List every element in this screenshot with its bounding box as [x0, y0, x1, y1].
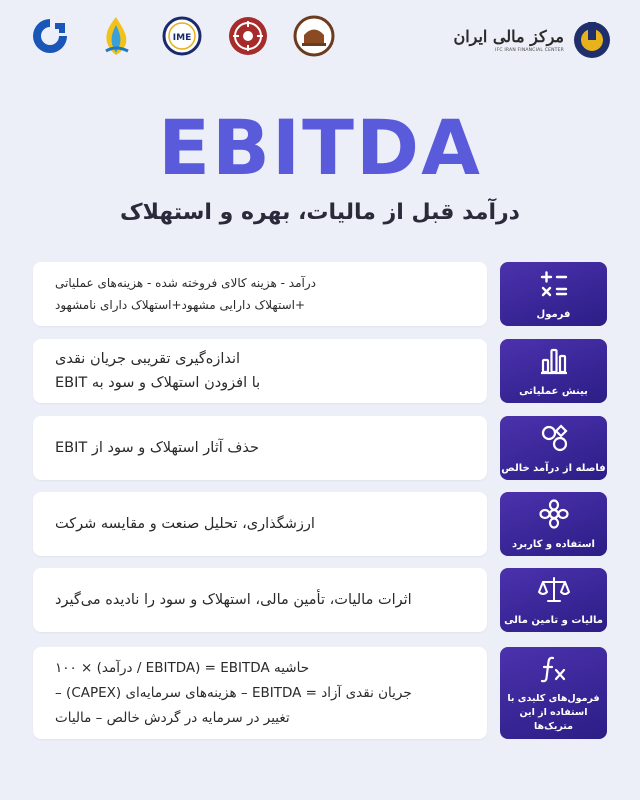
- info-card: [33, 339, 487, 403]
- bar-chart-icon: [537, 344, 571, 378]
- info-line: +استهلاک دارایی مشهود+استهلاک دارای نامشهود: [55, 298, 306, 312]
- tile-label: فاصله از درآمد خالص: [501, 462, 606, 474]
- info-row-net-income-gap: [33, 416, 607, 480]
- info-line: جریان نقدی آزاد = EBITDA – هزینه‌های سرمایه‌ای (CAPEX) –: [55, 684, 412, 701]
- category-tile-usage: [500, 492, 607, 556]
- tile-label: بینش عملیاتی: [519, 385, 588, 397]
- info-row-formula: [33, 262, 607, 326]
- info-row-key-formulas: [33, 647, 607, 739]
- calculator-icon: [537, 267, 571, 301]
- info-card: [33, 647, 487, 739]
- info-row-tax-financing: [33, 568, 607, 632]
- info-line: اندازه‌گیری تقریبی جریان نقدی: [55, 351, 241, 367]
- tile-label: استفاده و کاربرد: [512, 538, 595, 550]
- brand-logo: [453, 20, 612, 60]
- info-line: حاشیه EBITDA = (EBITDA / درآمد) × ۱۰۰: [55, 659, 310, 676]
- shapes-icon: [537, 421, 571, 455]
- info-card: [33, 492, 487, 556]
- info-row-operational-insight: [33, 339, 607, 403]
- hero-title: EBITDA: [158, 103, 482, 192]
- category-tile-net-income-gap: [500, 416, 607, 480]
- info-card: [33, 262, 487, 326]
- info-line: تغییر در سرمایه در گردش خالص – مالیات: [55, 709, 290, 726]
- info-line: با افزودن استهلاک و سود به EBIT: [55, 375, 261, 391]
- partner-logos: [28, 14, 336, 58]
- partner-logo-emblem-icon: [226, 14, 270, 58]
- info-line: ارزشگذاری، تحلیل صنعت و مقایسه شرکت: [55, 516, 315, 532]
- info-card: [33, 568, 487, 632]
- flower-icon: [537, 497, 571, 531]
- partner-logo-dome-icon: [292, 14, 336, 58]
- info-line: درآمد - هزینه کالای فروخته شده - هزینه‌های عملیاتی: [55, 276, 316, 290]
- svg-text:IME: IME: [172, 33, 192, 43]
- category-tile-formula: [500, 262, 607, 326]
- info-row-usage: [33, 492, 607, 556]
- partner-logo-ime-icon: [160, 14, 204, 58]
- category-tile-tax-financing: [500, 568, 607, 632]
- info-card: [33, 416, 487, 480]
- brand-subtitle: IFC IRAN FINANCIAL CENTER: [495, 48, 564, 53]
- info-line: اثرات مالیات، تأمین مالی، استهلاک و سود را نادیده می‌گیرد: [55, 592, 412, 608]
- hero-subtitle: درآمد قبل از مالیات، بهره و استهلاک: [120, 200, 520, 225]
- brand-name: مرکز مالی ایران: [453, 27, 564, 46]
- partner-logo-c-icon: [28, 14, 72, 58]
- tile-label: فرمول: [536, 308, 571, 320]
- brand-mark-icon: [572, 20, 612, 60]
- scale-icon: [537, 573, 571, 607]
- tile-label: مالیات و تامین مالی: [504, 614, 603, 626]
- function-icon: [537, 652, 571, 686]
- category-tile-key-formulas: [500, 647, 607, 739]
- partner-logo-flame-icon: [94, 14, 138, 58]
- category-tile-operational-insight: [500, 339, 607, 403]
- info-line: حذف آثار استهلاک و سود از EBIT: [55, 440, 259, 456]
- tile-label: فرمول‌های کلیدی با استفاده از این متریک‌ها: [507, 692, 600, 733]
